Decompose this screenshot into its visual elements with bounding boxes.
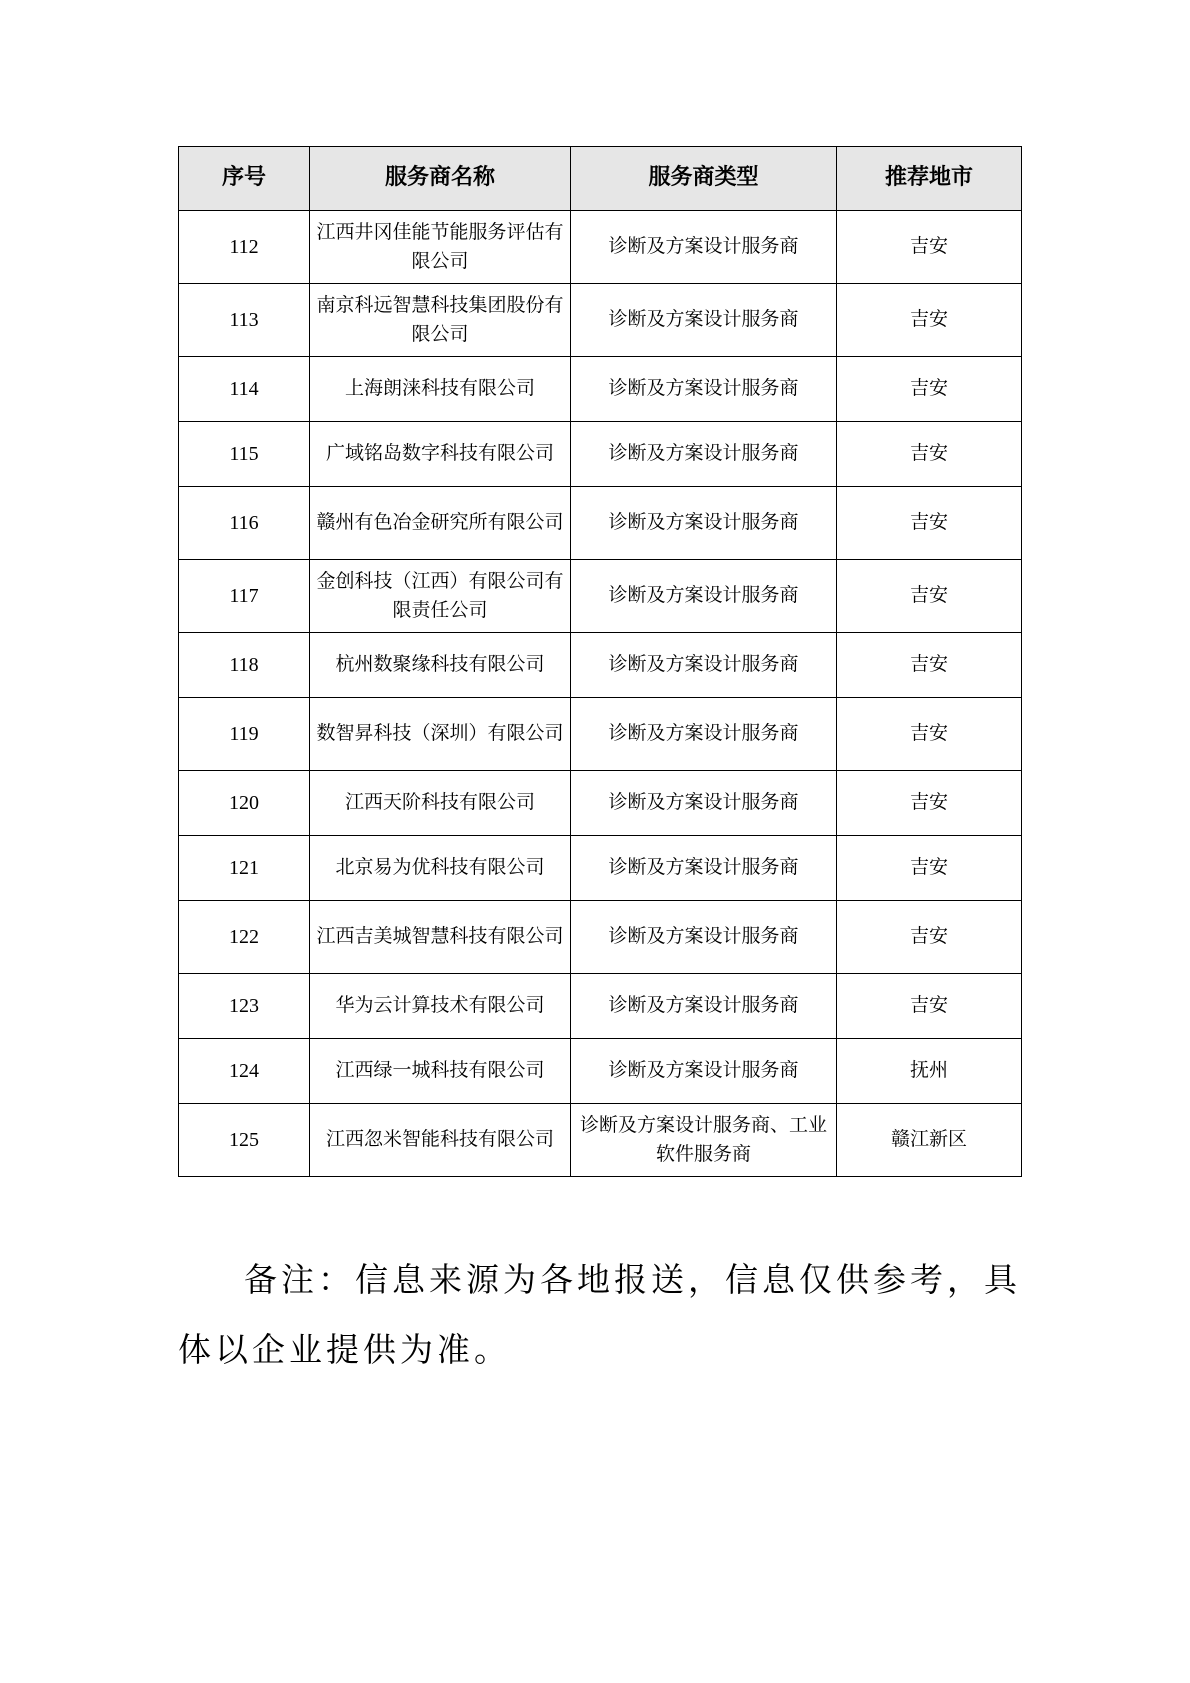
cell-type: 诊断及方案设计服务商 bbox=[571, 1039, 837, 1104]
cell-name: 江西忽米智能科技有限公司 bbox=[310, 1104, 571, 1177]
cell-city: 吉安 bbox=[837, 422, 1022, 487]
cell-seq: 124 bbox=[179, 1039, 310, 1104]
cell-name: 上海朗涞科技有限公司 bbox=[310, 357, 571, 422]
cell-type: 诊断及方案设计服务商 bbox=[571, 560, 837, 633]
table-row bbox=[179, 1104, 1022, 1177]
cell-city: 吉安 bbox=[837, 284, 1022, 357]
cell-name: 江西天阶科技有限公司 bbox=[310, 771, 571, 836]
cell-type: 诊断及方案设计服务商、工业软件服务商 bbox=[571, 1104, 837, 1177]
cell-type: 诊断及方案设计服务商 bbox=[571, 357, 837, 422]
cell-type: 诊断及方案设计服务商 bbox=[571, 487, 837, 560]
table-row bbox=[179, 1039, 1022, 1104]
cell-city: 吉安 bbox=[837, 974, 1022, 1039]
cell-city: 吉安 bbox=[837, 487, 1022, 560]
cell-seq: 116 bbox=[179, 487, 310, 560]
cell-city: 吉安 bbox=[837, 633, 1022, 698]
header-seq: 序号 bbox=[179, 147, 310, 211]
header-type: 服务商类型 bbox=[571, 147, 837, 211]
service-provider-table bbox=[178, 146, 1022, 1177]
cell-type: 诊断及方案设计服务商 bbox=[571, 698, 837, 771]
cell-seq: 119 bbox=[179, 698, 310, 771]
cell-city: 吉安 bbox=[837, 771, 1022, 836]
table-row bbox=[179, 974, 1022, 1039]
remark-note: 备注：信息来源为各地报送，信息仅供参考，具体以企业提供为准。 bbox=[178, 1260, 1021, 1369]
table-row bbox=[179, 836, 1022, 901]
header-name: 服务商名称 bbox=[310, 147, 571, 211]
table-row bbox=[179, 487, 1022, 560]
cell-city: 抚州 bbox=[837, 1039, 1022, 1104]
cell-city: 吉安 bbox=[837, 357, 1022, 422]
cell-name: 数智昇科技（深圳）有限公司 bbox=[310, 698, 571, 771]
cell-seq: 114 bbox=[179, 357, 310, 422]
cell-seq: 112 bbox=[179, 211, 310, 284]
header-city: 推荐地市 bbox=[837, 147, 1022, 211]
cell-name: 南京科远智慧科技集团股份有限公司 bbox=[310, 284, 571, 357]
cell-name: 江西井冈佳能节能服务评估有限公司 bbox=[310, 211, 571, 284]
cell-name: 江西吉美城智慧科技有限公司 bbox=[310, 901, 571, 974]
table-row bbox=[179, 211, 1022, 284]
cell-name: 华为云计算技术有限公司 bbox=[310, 974, 571, 1039]
cell-name: 杭州数聚缘科技有限公司 bbox=[310, 633, 571, 698]
cell-seq: 123 bbox=[179, 974, 310, 1039]
cell-seq: 121 bbox=[179, 836, 310, 901]
cell-seq: 125 bbox=[179, 1104, 310, 1177]
cell-city: 吉安 bbox=[837, 698, 1022, 771]
cell-city: 吉安 bbox=[837, 560, 1022, 633]
table-row bbox=[179, 698, 1022, 771]
table-row bbox=[179, 560, 1022, 633]
cell-type: 诊断及方案设计服务商 bbox=[571, 422, 837, 487]
cell-seq: 120 bbox=[179, 771, 310, 836]
table-row bbox=[179, 422, 1022, 487]
table-row bbox=[179, 901, 1022, 974]
cell-city: 吉安 bbox=[837, 211, 1022, 284]
cell-type: 诊断及方案设计服务商 bbox=[571, 211, 837, 284]
table-row bbox=[179, 771, 1022, 836]
cell-seq: 118 bbox=[179, 633, 310, 698]
cell-type: 诊断及方案设计服务商 bbox=[571, 974, 837, 1039]
cell-city: 吉安 bbox=[837, 901, 1022, 974]
table-row bbox=[179, 633, 1022, 698]
cell-seq: 117 bbox=[179, 560, 310, 633]
cell-name: 赣州有色冶金研究所有限公司 bbox=[310, 487, 571, 560]
cell-type: 诊断及方案设计服务商 bbox=[571, 771, 837, 836]
cell-type: 诊断及方案设计服务商 bbox=[571, 836, 837, 901]
cell-name: 金创科技（江西）有限公司有限责任公司 bbox=[310, 560, 571, 633]
cell-seq: 122 bbox=[179, 901, 310, 974]
cell-type: 诊断及方案设计服务商 bbox=[571, 633, 837, 698]
cell-city: 赣江新区 bbox=[837, 1104, 1022, 1177]
cell-type: 诊断及方案设计服务商 bbox=[571, 901, 837, 974]
table-row bbox=[179, 284, 1022, 357]
cell-seq: 113 bbox=[179, 284, 310, 357]
table-row bbox=[179, 357, 1022, 422]
cell-name: 北京易为优科技有限公司 bbox=[310, 836, 571, 901]
cell-name: 广域铭岛数字科技有限公司 bbox=[310, 422, 571, 487]
cell-city: 吉安 bbox=[837, 836, 1022, 901]
table-header-row bbox=[179, 147, 1022, 211]
cell-type: 诊断及方案设计服务商 bbox=[571, 284, 837, 357]
cell-seq: 115 bbox=[179, 422, 310, 487]
cell-name: 江西绿一城科技有限公司 bbox=[310, 1039, 571, 1104]
